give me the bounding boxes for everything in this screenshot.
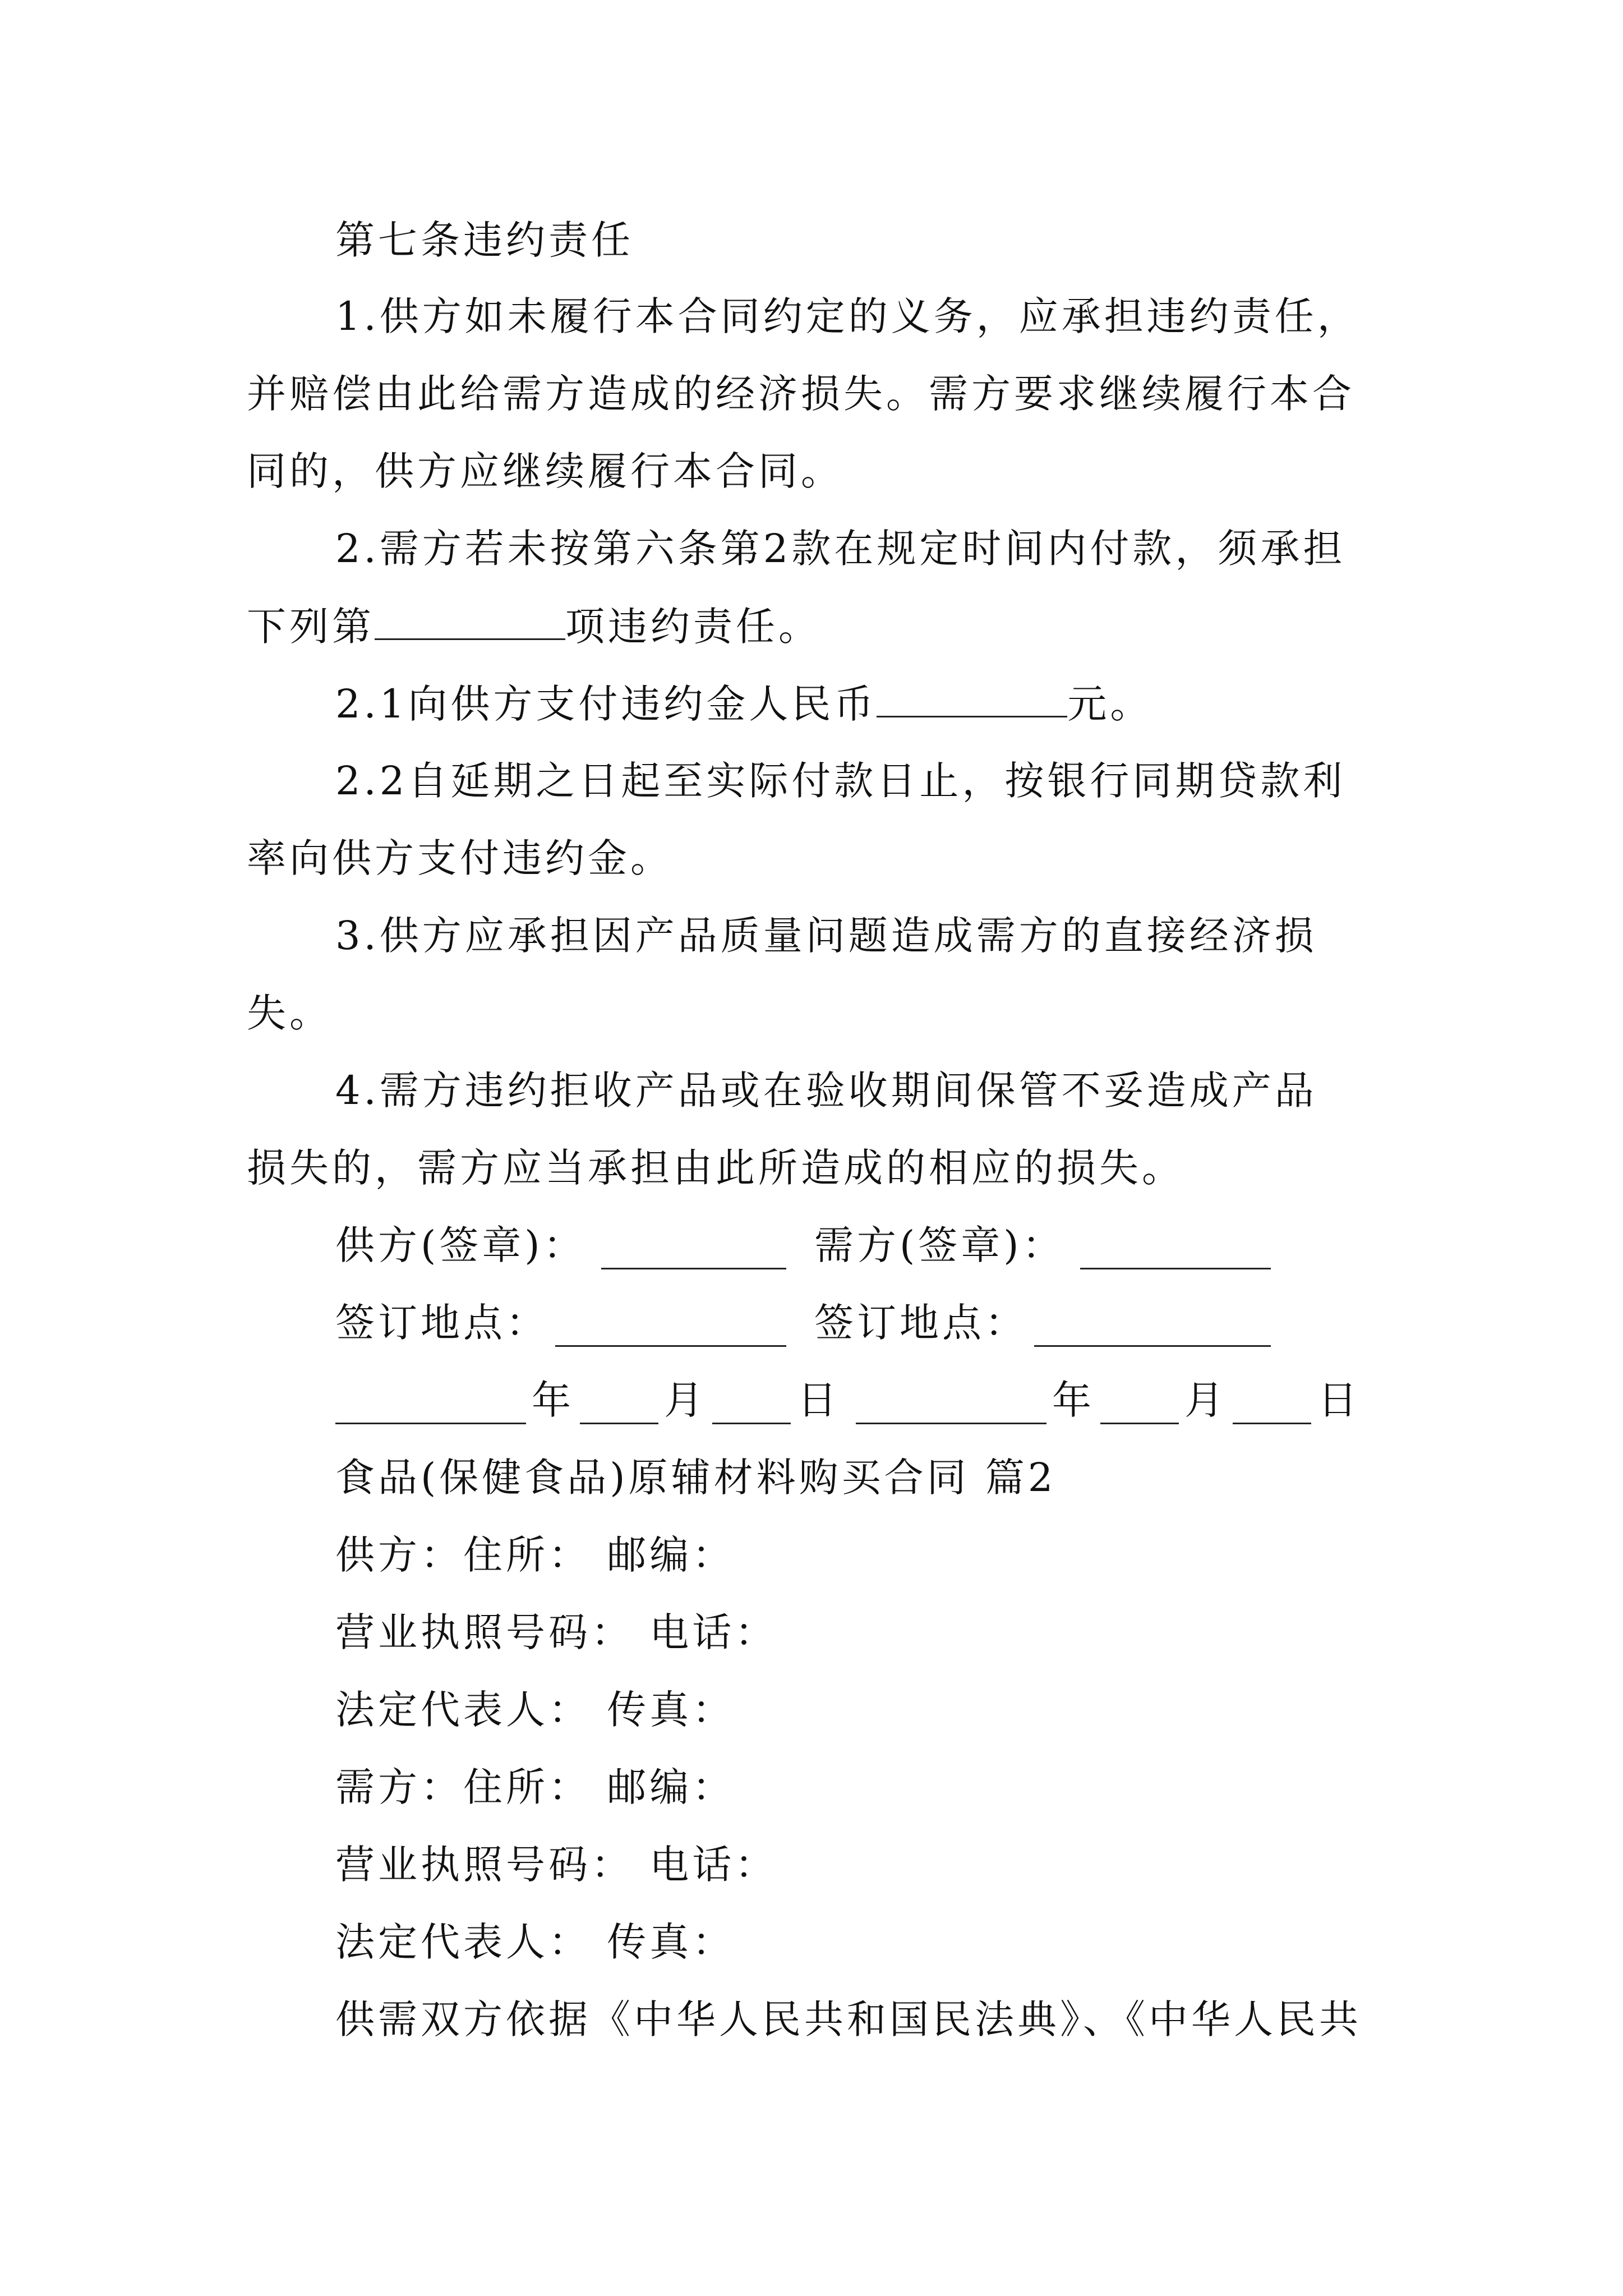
supplier-seal-blank (601, 1233, 786, 1269)
signing-place-right-blank (1034, 1310, 1271, 1347)
buyer-representative-line: 法定代表人： 传真： (335, 1919, 735, 1965)
date-left-year-blank (335, 1388, 526, 1424)
clause-2-text-before-blank: 下列第 (247, 604, 375, 650)
date-left-month-blank (580, 1388, 658, 1424)
clause-3-line-2: 失。 (247, 990, 332, 1036)
contract-2-title: 食品(保健食品)原辅材料购买合同 篇2 (335, 1455, 1057, 1501)
clause-1-line-1: 1.供方如未履行本合同约定的义务，应承担违约责任， (335, 293, 1360, 339)
clause-2-line-2 (247, 604, 821, 649)
date-left-month-label: 月 (664, 1377, 707, 1423)
date-right-day-blank (1233, 1388, 1311, 1424)
clause-2-line-1: 2.需方若未按第六条第2款在规定时间内付款，须承担 (335, 526, 1346, 572)
buyer-license-line: 营业执照号码： 电话： (335, 1842, 778, 1888)
signing-place-left-label: 签订地点： (335, 1300, 548, 1346)
buyer-address-line: 需方：住所： 邮编： (335, 1764, 735, 1810)
supplier-seal-label: 供方(签章)： (335, 1222, 586, 1268)
clause-1-line-3: 同的，供方应继续履行本合同。 (247, 448, 843, 494)
signing-place-left-blank (555, 1310, 786, 1347)
date-right-month-blank (1100, 1388, 1179, 1424)
article-heading: 第七条违约责任 (335, 217, 634, 263)
clause-4-line-2: 损失的，需方应当承担由此所造成的相应的损失。 (247, 1145, 1184, 1191)
clause-2-2-line-1: 2.2自延期之日起至实际付款日止，按银行同期贷款利 (335, 758, 1346, 804)
date-left-day-label: 日 (797, 1377, 840, 1423)
date-right-day-label: 日 (1318, 1377, 1361, 1423)
clause-1-line-2: 并赔偿由此给需方造成的经济损失。需方要求继续履行本合 (247, 371, 1355, 417)
supplier-address-line: 供方：住所： 邮编： (335, 1532, 735, 1578)
preamble-line: 供需双方依据《中华人民共和国民法典》、《中华人民共 (335, 1996, 1362, 2042)
buyer-seal-blank (1080, 1233, 1271, 1269)
date-right-year-label: 年 (1052, 1377, 1095, 1423)
buyer-seal-label: 需方(签章)： (814, 1222, 1065, 1268)
signing-place-right-label: 签订地点： (814, 1300, 1027, 1346)
date-right-month-label: 月 (1184, 1377, 1227, 1423)
date-left-year-label: 年 (532, 1377, 574, 1423)
date-left-day-blank (712, 1388, 791, 1424)
violation-item-blank (375, 604, 565, 640)
clause-4-line-1: 4.需方违约拒收产品或在验收期间保管不妥造成产品 (335, 1068, 1317, 1114)
clause-2-text-after-blank: 项违约责任。 (565, 604, 821, 650)
date-right-year-blank (856, 1388, 1046, 1424)
supplier-license-line: 营业执照号码： 电话： (335, 1609, 778, 1655)
clause-3-line-1: 3.供方应承担因产品质量问题造成需方的直接经济损 (335, 913, 1317, 959)
supplier-representative-line: 法定代表人： 传真： (335, 1687, 735, 1733)
clause-2-1-text-after-blank: 元。 (1067, 681, 1153, 727)
clause-2-1-text-before-blank: 2.1向供方支付违约金人民币 (335, 681, 877, 727)
penalty-amount-blank (877, 681, 1067, 717)
clause-2-2-line-2: 率向供方支付违约金。 (247, 835, 673, 881)
clause-2-1 (335, 681, 1152, 726)
